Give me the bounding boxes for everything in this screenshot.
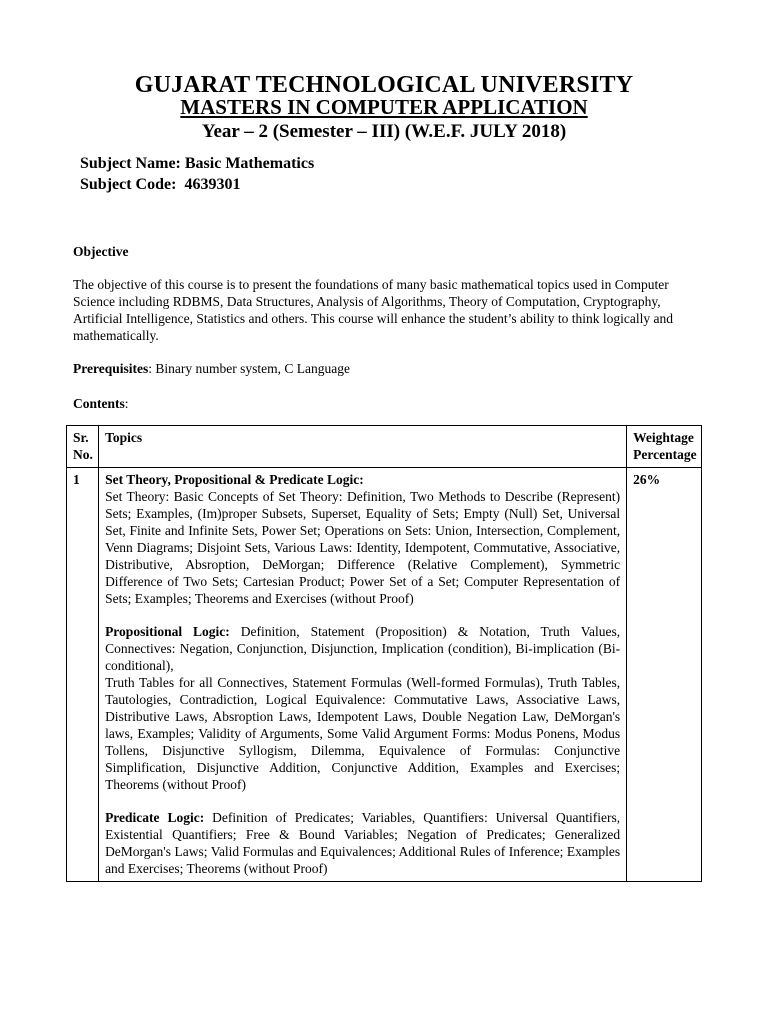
subject-name-value: Basic Mathematics: [184, 155, 315, 172]
row-sr-no: 1: [67, 468, 99, 882]
row-weightage: 26%: [627, 468, 702, 882]
subject-code-label: Subject Code:: [80, 176, 177, 193]
table-header-row: [67, 426, 702, 468]
predicate-logic-text: Definition of Predicates; Variables, Quantifiers: Universal Quantifiers, Existential Quantifiers; Free & Bound Variables; Negation of Predicates; Generalized DeMorgan's Laws; Valid Formulas and Equivalences; Additional Rules of Inference; Examples and Exercises; Theorems (without Proof): [105, 810, 621, 876]
propositional-logic-text-1: Definition, Statement (Proposition) & Notation, Truth Values, Connectives: Negation, Conjunction, Disjunction, Implication (condition), Bi-implication (Bi-conditional),: [105, 624, 621, 673]
subject-name: [80, 154, 314, 174]
row-topics: [99, 468, 627, 882]
university-title: GUJARAT TECHNOLOGICAL UNIVERSITY: [134, 72, 634, 98]
header-topics: Topics: [99, 426, 627, 468]
prerequisites-label: Prerequisites: [73, 361, 149, 376]
header-sr-no: Sr. No.: [67, 426, 99, 468]
prerequisites: [73, 360, 350, 377]
contents-table: [66, 425, 702, 882]
prerequisites-text: : Binary number system, C Language: [148, 361, 350, 376]
set-theory-text: Set Theory: Basic Concepts of Set Theory: Definition, Two Methods to Describe (Represent) Sets; Examples, (Im)proper Subsets, Superset, Equality of Sets; Empty (Null) Set, Universal Set, Finite and Infinite Sets, Power Set; Operations on Sets: Union, Intersection, Complement, Venn Diagrams; Disjoint Sets, Various Laws: Identity, Idempotent, Commutative, Associative, Distributive, Absroption, DeMorgan; Difference (Relative Complement), Symmetric Difference of Two Sets; Cartesian Product; Power Set of a Set; Computer Representation of Sets; Examples; Theorems and Exercises (without Proof): [105, 489, 621, 606]
year-semester: Year – 2 (Semester – III) (W.E.F. JULY 2018): [201, 121, 567, 142]
contents-suffix: :: [124, 396, 129, 411]
unit-title: Set Theory, Propositional & Predicate Logic:: [105, 472, 364, 487]
subject-code: [80, 175, 240, 195]
propositional-logic-label: Propositional Logic:: [105, 624, 230, 639]
program-title: [0, 95, 768, 119]
contents-heading: [73, 395, 129, 412]
objective-heading: Objective: [73, 244, 129, 259]
propositional-logic-text-2: Truth Tables for all Connectives, Statement Formulas (Well-formed Formulas), Truth Tables, Tautologies, Contradiction, Logical Equivalence: Commutative Laws, Associative Laws, Distributive Laws, Absroption Laws, Idempotent Laws, Double Negation Law, DeMorgan's laws, Examples; Validity of Arguments, Some Valid Argument Forms: Modus Ponens, Modus Tollens, Disjunctive Syllogism, Dilemma, Equivalence of Formulas: Conjunctive Simplification, Disjunctive Addition, Conjunctive Addition, Examples and Exercises; Theorems (without Proof): [105, 675, 621, 792]
table-row: [67, 468, 702, 882]
subject-code-value: 4639301: [184, 176, 241, 193]
header-weightage: Weightage Percentage: [627, 426, 702, 468]
predicate-logic-label: Predicate Logic:: [105, 810, 205, 825]
objective-text: The objective of this course is to present the foundations of many basic mathematical topics used in Computer Science including RDBMS, Data Structures, Analysis of Algorithms, Theory of Computation, Cryptography, Artificial Intelligence, Statistics and others. This course will enhance the student’s ability to think logically and mathematically.: [73, 277, 673, 343]
subject-name-label: Subject Name:: [80, 155, 181, 172]
contents-label: Contents: [73, 396, 125, 411]
program-title-text: MASTERS IN COMPUTER APPLICATION: [180, 95, 588, 119]
